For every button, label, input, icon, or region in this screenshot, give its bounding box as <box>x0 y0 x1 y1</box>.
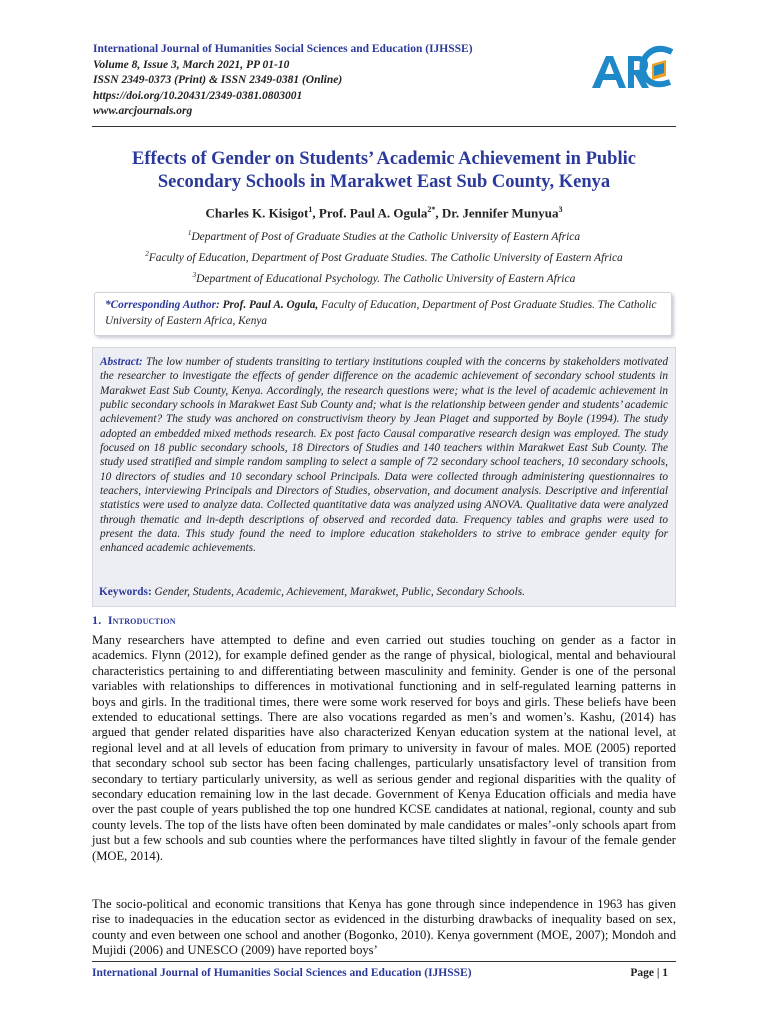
section-heading <box>92 613 176 628</box>
page-number: Page | 1 <box>630 967 668 979</box>
abstract-label: Abstract: <box>100 356 143 368</box>
corresponding-author-box <box>94 292 672 336</box>
section-title: Introduction <box>107 613 176 627</box>
keywords <box>99 586 525 598</box>
arc-logo <box>586 42 674 94</box>
title-line-2: Secondary Schools in Marakwet East Sub County, Kenya <box>157 172 611 192</box>
journal-header <box>93 42 573 120</box>
abstract-text: The low number of students transiting to tertiary institutions coupled with the concerns by stakeholders motivated the researcher to investigate the effects of gender difference on the academic achievement of secondary school students in Marakwet East Sub County, Kenya. Accordingly, the research questions were; what is the level of academic achievement in public secondary schools in Marakwet East Sub County and; what is the relationship between gender and students’ academic achievement? The study was anchored on constructivism theory by Jean Piaget and supported by Boyle (1994). The study adopted an embedded mixed methods research. Ex post facto Causal comparative research design was employed. The study focused on 18 public secondary schools, 18 Directors of Studies and 140 teachers within Marakwet East Sub County. The study used stratified and simple random sampling to select a sample of 72 secondary school teachers, 10 secondary schools, 10 directors of studies and 10 secondary school Principals. Data were collected through administering questionnaires to teachers, interviewing Principals and Directors of Studies, observation, and document analysis. Descriptive and inferential statistics were used to analyze data. Collected quantitative data was analyzed using ANOVA. Qualitative data were analyzed through thematic and in-depth descriptions of observed and recorded data. Frequency tables and graphs were used to present the data. This study found the need to implore education stakeholders to strive to embrace gender equity for enhanced academic achievements. <box>100 356 668 555</box>
footer-journal: International Journal of Humanities Social Sciences and Education (IJHSSE) <box>92 967 472 979</box>
issn-info: ISSN 2349-0373 (Print) & ISSN 2349-0381 (Online) <box>93 74 343 86</box>
doi-link[interactable]: https://doi.org/10.20431/2349-0381.0803001 <box>93 89 303 102</box>
section-number: 1. <box>92 613 102 627</box>
footer-divider <box>92 961 676 962</box>
corresponding-name: Prof. Paul A. Ogula, <box>219 299 319 311</box>
keywords-text: Gender, Students, Academic, Achievement, Marakwet, Public, Secondary Schools. <box>151 586 525 598</box>
arc-logo-mark <box>592 49 672 88</box>
author-3: , Dr. Jennifer Munyua <box>435 205 559 221</box>
author-list: Charles K. Kisigot$^1$, Prof. Paul A. Ogula$^{2*}$, Dr. Jennifer Munyua$^3$ <box>205 205 563 221</box>
body-paragraph-2: The socio-political and economic transitions that Kenya has gone through since independence in 1963 has given rise to inadequacies in the education sector as evidenced in the disturbing drawbacks of inequality based on sex, county and even between one school and another (Bogonko, 2010). Kenya government (MOE, 2007); Mondoh and Mujidi (2006) and UNESCO (2009) have reported boys’ <box>92 897 676 958</box>
journal-title: International Journal of Humanities Social Sciences and Education (IJHSSE) <box>93 43 473 55</box>
keywords-label: Keywords: <box>99 586 152 598</box>
corresponding-label: *Corresponding Author: <box>105 299 220 311</box>
paper-title <box>92 148 676 194</box>
affiliation-2: $^2$Faculty of Education, Department of Post Graduate Studies. The Catholic University of Eastern Africa <box>145 250 623 264</box>
corresponding-affiliation: Faculty of Education, Department of Post Graduate Studies. The Catholic University of Eastern Africa, Kenya <box>105 299 657 327</box>
affiliation-3: $^3$Department of Educational Psychology. The Catholic University of Eastern Africa <box>192 271 576 285</box>
title-line-1: Effects of Gender on Students’ Academic Achievement in Public <box>132 149 636 169</box>
affiliation-1: $^1$Department of Post of Graduate Studies at the Catholic University of Eastern Africa <box>187 229 581 243</box>
volume-info: Volume 8, Issue 3, March 2021, PP 01-10 <box>93 58 290 71</box>
header-divider <box>92 126 676 127</box>
body-paragraph-1: Many researchers have attempted to define and even carried out studies touching on gender as a factor in academics. Flynn (2012), for example defined gender as the range of physical, biological, mental and behavioural characteristics pertaining to and differentiating between masculinity and feminity. Gender is one of the personal variables with relationships to differences in motivational functioning and in self-regulated learning patterns in boys and girls. In the traditional times, there were some work reserved for boys and girls. These beliefs have been extended to educational settings. There are also vocations regarded as men’s and women’s. Kashu, (2014) has argued that gender related disparities have also characterized Kenyan education system at the national level, at regional level and at all levels of education from primary to university in favour of males. MOE (2005) reported that secondary school sub sector has been facing challenges, particularly unsatisfactory level of transition from secondary to tertiary particularly university, as well as serious gender and regional disparities with the quality of secondary education remaining low in the last decade. Government of Kenya Education officials and media have over the past couple of years published the top one hundred KCSE candidates at national, regional, county and sub county levels. The top of the lists have often been dominated by male candidates or males’-only schools apart from just but a few schools and sub counties where the performances have tilted slightly in favour of the female gender (MOE, 2014). <box>92 633 676 863</box>
author-1: Charles K. Kisigot <box>205 205 309 221</box>
author-2: , Prof. Paul A. Ogula <box>312 205 428 221</box>
website-link[interactable]: www.arcjournals.org <box>93 105 193 117</box>
abstract-box <box>92 347 676 607</box>
